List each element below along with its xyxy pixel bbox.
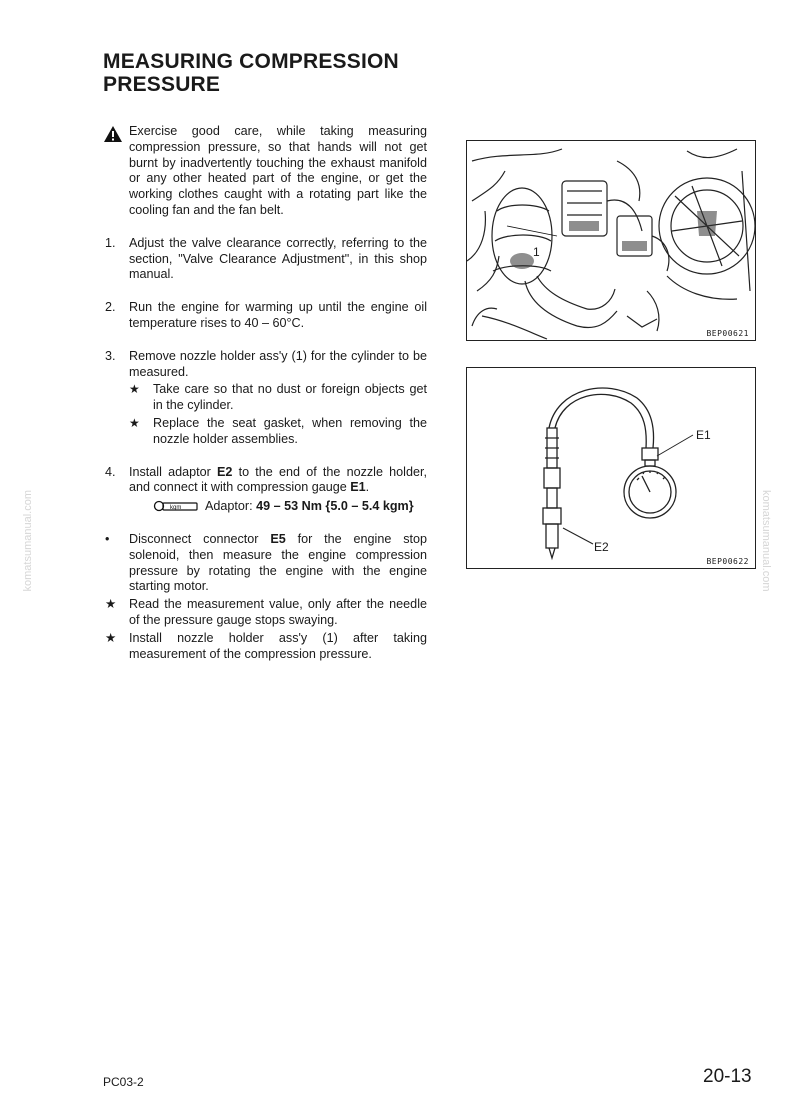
model-code: PC03-2 — [103, 1075, 144, 1089]
torque-wrench-icon — [153, 499, 201, 513]
title-line-1: MEASURING COMPRESSION — [103, 50, 399, 73]
compression-gauge-illustration — [467, 368, 755, 568]
step-3-note-2 — [129, 416, 427, 448]
warning-text: Exercise good care, while taking measuring compression pressure, so that hands will not get burnt by inadvertently touching the exhaust manifold or any other heated part of the engine, or get the working clothes caught with a rotating part like the cooling fan and the fan belt. — [129, 124, 427, 217]
step-4-text-c: . — [365, 480, 370, 495]
bullet-1-text-b: for the engine stop solenoid, then measure the engine compression pressure by rotating the engine with the engine starting motor. — [129, 531, 427, 594]
step-4-text-b: to the end of the nozzle holder, and connect it with compression gauge — [129, 464, 427, 495]
step-2 — [105, 300, 427, 332]
torque-spec — [129, 499, 427, 515]
bullet-text — [129, 532, 427, 595]
star-mark: ★ — [129, 415, 140, 430]
step-4-text-a: Install adaptor — [129, 464, 217, 479]
torque-value: 49 – 53 Nm {5.0 – 5.4 kgm} — [256, 499, 414, 514]
step-number: 3. — [105, 348, 116, 363]
connector-e5: E5 — [270, 531, 286, 546]
bullet-text: Read the measurement value, only after the needle of the pressure gauge stops swaying. — [129, 597, 427, 627]
tool-e2: E2 — [217, 464, 233, 479]
step-4 — [105, 465, 427, 515]
step-text: Run the engine for warming up until the engine oil temperature rises to 40 – 60°C. — [129, 300, 427, 330]
bullet-1 — [105, 532, 427, 595]
tool-e1: E1 — [350, 480, 366, 495]
warning-triangle-icon — [103, 125, 123, 143]
step-number: 2. — [105, 300, 116, 315]
torque-icon-label: kgm — [170, 505, 182, 512]
instructions-column — [105, 124, 427, 664]
note-text: Take care so that no dust or foreign objects get in the cylinder. — [153, 382, 427, 413]
torque-label: Adaptor: — [205, 499, 257, 514]
title-line-2: PRESSURE — [103, 73, 221, 96]
figure-code: BEP00621 — [706, 329, 749, 338]
step-3-note-1 — [129, 382, 427, 414]
engine-illustration — [467, 141, 755, 340]
bullet-text: Install nozzle holder ass'y (1) after taking measurement of the compression pressure. — [129, 630, 427, 661]
step-text — [129, 465, 427, 497]
step-number: 1. — [105, 235, 116, 250]
star-mark: ★ — [105, 597, 117, 612]
bullet-3 — [105, 631, 427, 663]
bullet-2 — [105, 597, 427, 629]
page-number: 20-13 — [703, 1066, 752, 1087]
callout-1: 1 — [533, 245, 540, 259]
page-title — [103, 50, 443, 96]
step-number: 4. — [105, 464, 116, 479]
bullet-1-text-a: Disconnect connector — [129, 531, 271, 546]
star-mark: ★ — [129, 382, 140, 397]
engine-nozzle-holder-figure — [466, 140, 756, 341]
step-1 — [105, 236, 427, 283]
note-text: Replace the seat gasket, when removing the nozzle holder assemblies. — [153, 415, 427, 446]
step-text: Adjust the valve clearance correctly, referring to the section, "Valve Clearance Adjustment", in this shop manual. — [129, 235, 427, 282]
warning-paragraph — [105, 124, 427, 219]
bullet-mark: • — [105, 531, 110, 546]
watermark-left: komatsumanual.com — [22, 490, 34, 592]
compression-gauge-figure — [466, 367, 756, 569]
step-text: Remove nozzle holder ass'y (1) for the cylinder to be measured. — [129, 348, 427, 379]
callout-e1: E1 — [696, 428, 711, 442]
callout-e2: E2 — [594, 540, 609, 554]
figure-code: BEP00622 — [706, 557, 749, 566]
step-3 — [105, 349, 427, 448]
star-mark: ★ — [105, 630, 117, 645]
watermark-right: komatsumanual.com — [760, 490, 772, 592]
